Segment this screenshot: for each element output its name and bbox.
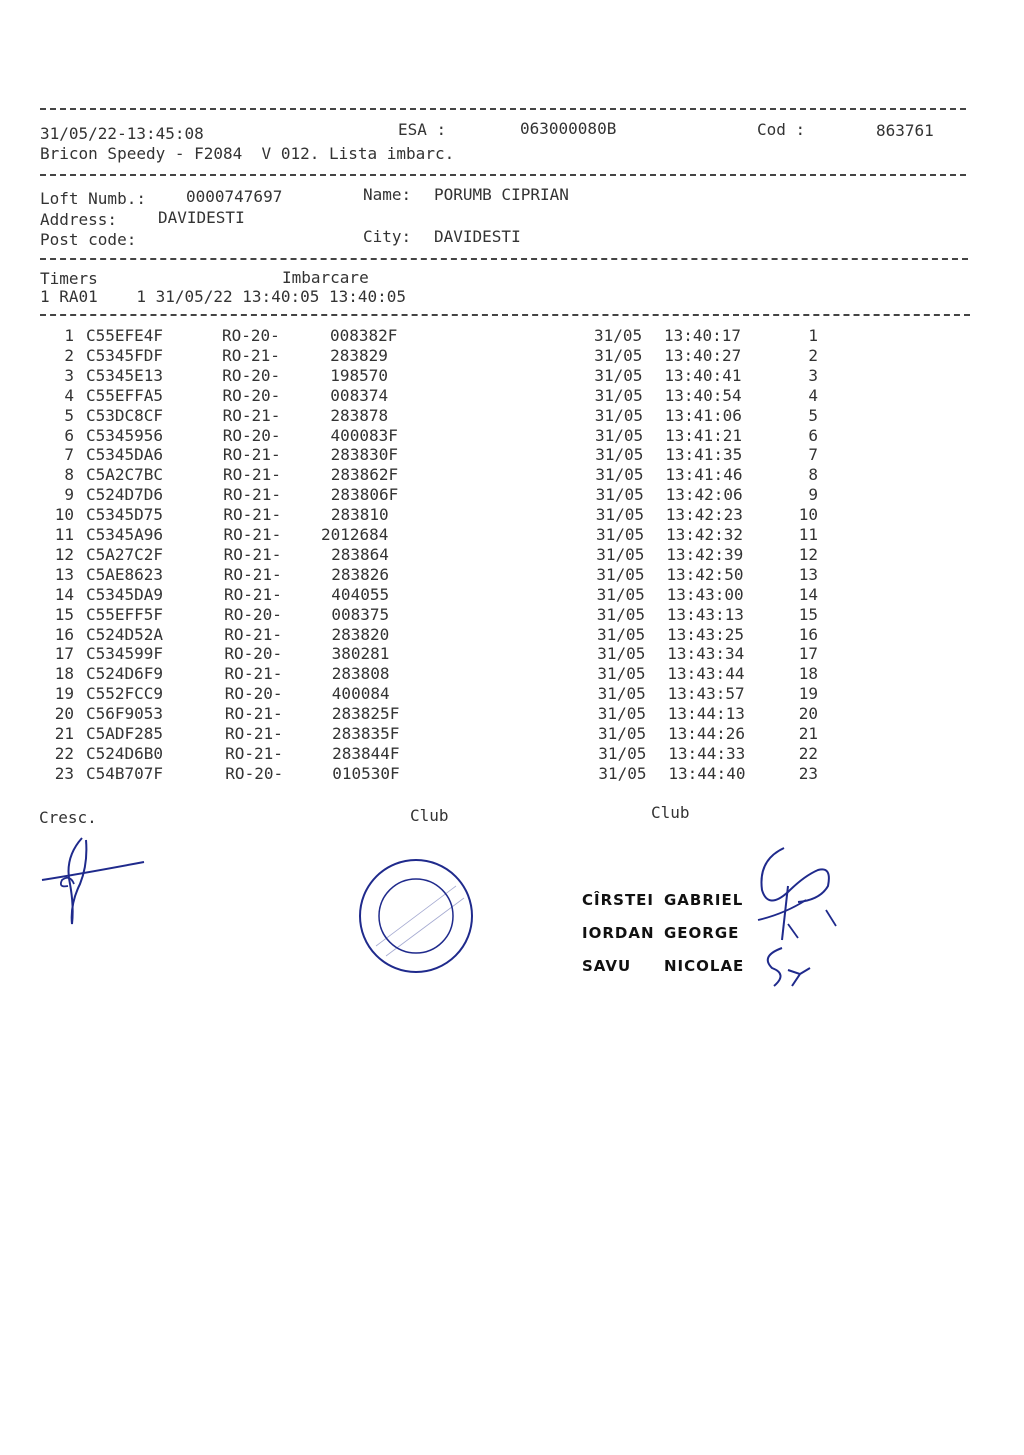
row-number: 2: [64, 345, 74, 365]
ring-number: 008374: [330, 385, 389, 405]
arrival-time: 13:43:25: [667, 624, 745, 644]
arrival-time: 13:44:13: [667, 704, 745, 724]
row-number: 11: [54, 525, 74, 544]
ring-number: 2012684: [321, 525, 389, 544]
arrival-time: 13:41:06: [664, 405, 742, 425]
arrival-date: 31/05: [595, 425, 644, 445]
row-number: 15: [54, 604, 74, 624]
row-number: 10: [54, 505, 74, 525]
arrival-time: 13:41:21: [665, 425, 743, 445]
committee-signatures: [748, 840, 858, 1000]
arrival-date: 31/05: [595, 445, 644, 465]
ring-prefix: RO-21-: [222, 405, 281, 425]
committee-names: [582, 884, 744, 983]
arrival-time: 13:43:57: [667, 684, 745, 704]
arrival-index: 16: [798, 624, 818, 644]
row-number: 21: [54, 724, 74, 743]
arrival-time: 13:44:33: [668, 743, 746, 763]
arrival-time: 13:40:41: [664, 365, 742, 385]
ring-number: 008382F: [330, 326, 398, 345]
committee-member: IORDAN GEORGE: [582, 924, 740, 942]
chip-code: C5345A96: [86, 525, 164, 544]
chip-code: C5345D75: [86, 505, 164, 525]
arrival-date: 31/05: [595, 505, 644, 525]
ring-number: 400084: [331, 684, 390, 704]
arrival-time: 13:40:54: [664, 385, 742, 405]
chip-code: C524D52A: [86, 624, 164, 644]
ring-prefix: RO-20-: [224, 604, 282, 624]
arrival-time: 13:40:27: [664, 345, 742, 365]
cresc-label: Cresc.: [39, 808, 97, 827]
arrival-date: 31/05: [594, 345, 643, 365]
arrival-date: 31/05: [597, 644, 646, 664]
arrival-date: 31/05: [598, 763, 647, 783]
chip-code: C56F9053: [86, 704, 164, 724]
ring-prefix: RO-20-: [225, 763, 284, 783]
arrival-date: 31/05: [598, 724, 647, 743]
ring-number: 380281: [331, 644, 390, 664]
ring-prefix: RO-20-: [222, 365, 281, 385]
ring-number: 010530F: [332, 763, 400, 783]
arrival-index: 9: [808, 485, 818, 505]
arrival-index: 11: [798, 525, 818, 544]
row-number: 1: [64, 326, 74, 345]
arrival-date: 31/05: [596, 544, 645, 564]
arrival-time: 13:41:35: [665, 445, 743, 465]
arrival-time: 13:43:13: [666, 604, 744, 624]
arrival-date: 31/05: [596, 604, 645, 624]
arrival-index: 17: [798, 644, 818, 664]
ring-number: 283820: [331, 624, 390, 644]
ring-number: 283830F: [330, 445, 399, 465]
separator-line: [40, 258, 968, 260]
arrival-time: 13:42:06: [665, 485, 743, 505]
arrival-date: 31/05: [595, 485, 644, 505]
arrival-index: 13: [798, 564, 818, 584]
row-number: 14: [54, 584, 74, 604]
arrival-index: 21: [798, 724, 818, 743]
chip-code: C54B707F: [86, 763, 164, 783]
cod-value: 863761: [876, 121, 934, 140]
arrival-date: 31/05: [597, 664, 646, 684]
arrival-index: 18: [798, 664, 818, 684]
ring-number: 198570: [330, 365, 388, 385]
ring-prefix: RO-21-: [222, 345, 280, 365]
arrival-date: 31/05: [597, 704, 646, 724]
row-number: 12: [54, 544, 74, 564]
loft-number: 0000747697: [186, 187, 283, 206]
ring-number: 283808: [331, 664, 390, 684]
arrival-date: 31/05: [594, 365, 643, 385]
chip-code: C552FCC9: [86, 684, 164, 704]
name-label: Name:: [363, 185, 412, 204]
ring-number: 283826: [331, 564, 389, 584]
ring-prefix: RO-21-: [223, 584, 282, 604]
row-number: 13: [54, 564, 74, 584]
ring-prefix: RO-20-: [224, 684, 283, 704]
arrival-time: 13:40:17: [664, 326, 742, 345]
ring-prefix: RO-20-: [222, 385, 281, 405]
owner-name: PORUMB CIPRIAN: [434, 185, 569, 204]
arrival-date: 31/05: [596, 564, 645, 584]
row-number: 16: [54, 624, 74, 644]
arrival-time: 13:44:40: [668, 763, 746, 783]
chip-code: C5345956: [86, 425, 164, 445]
ring-prefix: RO-21-: [223, 544, 282, 564]
chip-code: C524D7D6: [86, 485, 164, 505]
row-number: 3: [64, 365, 74, 385]
row-number: 9: [64, 485, 74, 505]
arrival-time: 13:41:46: [665, 465, 743, 485]
cod-label: Cod :: [757, 120, 806, 139]
arrival-index: 12: [798, 544, 818, 564]
club-label-2: Club: [651, 803, 690, 822]
ring-prefix: RO-21-: [223, 525, 282, 544]
ring-number: 283878: [330, 405, 389, 425]
ring-number: 283806F: [330, 485, 399, 505]
separator-line: [40, 108, 966, 110]
imbarcare-label: Imbarcare: [282, 268, 369, 287]
row-number: 23: [54, 763, 74, 783]
chip-code: C5A2C7BC: [86, 465, 164, 485]
arrival-date: 31/05: [597, 684, 646, 704]
arrival-date: 31/05: [598, 743, 647, 763]
arrival-index: 2: [808, 345, 818, 365]
arrival-index: 4: [808, 385, 818, 405]
chip-code: C53DC8CF: [86, 405, 164, 425]
arrival-index: 23: [798, 763, 818, 783]
row-number: 18: [54, 664, 74, 684]
row-number: 20: [54, 704, 74, 724]
arrival-date: 31/05: [596, 525, 645, 544]
arrival-index: 5: [808, 405, 818, 425]
arrival-date: 31/05: [594, 326, 643, 345]
arrival-time: 13:42:39: [666, 544, 744, 564]
breeder-signature: [40, 834, 150, 934]
ring-number: 283829: [330, 345, 388, 365]
arrival-index: 3: [808, 365, 818, 385]
row-number: 7: [64, 445, 74, 465]
chip-code: C524D6F9: [86, 664, 164, 684]
chip-code: C5345DA6: [86, 445, 164, 465]
ring-number: 008375: [331, 604, 390, 624]
arrival-date: 31/05: [597, 624, 646, 644]
ring-number: 283862F: [330, 465, 399, 485]
row-number: 19: [54, 684, 74, 704]
ring-prefix: RO-21-: [223, 485, 281, 505]
arrival-date: 31/05: [595, 465, 644, 485]
ring-number: 404055: [331, 584, 390, 604]
ring-prefix: RO-21-: [223, 564, 282, 584]
ring-prefix: RO-20-: [222, 425, 281, 445]
arrival-time: 13:42:50: [666, 564, 744, 584]
row-number: 6: [64, 425, 74, 445]
timers-label: Timers: [40, 269, 98, 288]
row-number: 5: [64, 405, 74, 425]
arrival-time: 13:43:34: [667, 644, 745, 664]
arrival-time: 13:44:26: [668, 724, 746, 743]
ring-number: 283825F: [331, 704, 400, 724]
arrival-index: 7: [808, 445, 818, 465]
arrival-index: 15: [798, 604, 818, 624]
arrival-index: 1: [808, 326, 818, 345]
ring-number: 283835F: [332, 724, 400, 743]
committee-member: SAVU NICOLAE: [582, 957, 745, 975]
address-value: DAVIDESTI: [158, 208, 245, 227]
arrival-time: 13:42:32: [666, 525, 744, 544]
report-subtitle: Bricon Speedy - F2084 V 012. Lista imbarc.: [40, 144, 455, 163]
chip-code: C5ADF285: [86, 724, 164, 743]
arrival-time: 13:42:23: [665, 505, 743, 525]
arrival-index: 8: [808, 465, 818, 485]
chip-code: C5345E13: [86, 365, 164, 385]
chip-code: C55EFE4F: [86, 326, 164, 345]
chip-code: C524D6B0: [86, 743, 164, 763]
arrival-index: 14: [798, 584, 818, 604]
ring-prefix: RO-21-: [223, 505, 282, 525]
committee-member: CÎRSTEI GABRIEL: [582, 891, 744, 909]
print-datetime: 31/05/22-13:45:08: [40, 124, 204, 143]
arrival-date: 31/05: [594, 385, 643, 405]
esa-label: ESA :: [398, 120, 447, 139]
separator-line: [40, 174, 966, 176]
ring-prefix: RO-21-: [225, 743, 283, 763]
arrival-date: 31/05: [594, 405, 643, 425]
timer-row: 1 RA01 1 31/05/22 13:40:05 13:40:05: [40, 287, 407, 306]
arrival-index: 6: [808, 425, 818, 445]
chip-code: C55EFF5F: [86, 604, 164, 624]
chip-code: C534599F: [86, 644, 164, 664]
ring-number: 283810: [330, 505, 389, 525]
arrival-time: 13:43:00: [666, 584, 744, 604]
ring-prefix: RO-21-: [224, 664, 283, 684]
ring-number: 400083F: [330, 425, 398, 445]
ring-prefix: RO-21-: [222, 445, 281, 465]
ring-prefix: RO-21-: [225, 724, 283, 743]
arrival-date: 31/05: [596, 584, 645, 604]
arrival-index: 10: [798, 505, 818, 525]
row-number: 4: [64, 385, 74, 405]
chip-code: C55EFFA5: [86, 385, 164, 405]
separator-line: [40, 314, 970, 316]
loft-label: Loft Numb.:: [40, 189, 146, 208]
ring-prefix: RO-20-: [224, 644, 283, 664]
row-number: 8: [64, 465, 74, 485]
club-stamp: [358, 858, 474, 974]
arrival-index: 19: [798, 684, 818, 704]
esa-value: 063000080B: [520, 119, 617, 138]
city-value: DAVIDESTI: [434, 227, 521, 246]
city-label: City:: [363, 227, 412, 246]
chip-code: C5345FDF: [86, 345, 164, 365]
club-label: Club: [410, 806, 449, 825]
postcode-label: Post code:: [40, 230, 137, 249]
row-number: 22: [54, 743, 74, 763]
chip-code: C5345DA9: [86, 584, 164, 604]
address-label: Address:: [40, 210, 118, 229]
arrival-time: 13:43:44: [667, 664, 745, 684]
ring-prefix: RO-20-: [222, 326, 280, 345]
ring-prefix: RO-21-: [223, 465, 281, 485]
ring-number: 283864: [331, 544, 389, 564]
ring-prefix: RO-21-: [224, 624, 283, 644]
arrival-index: 22: [798, 743, 818, 763]
row-number: 17: [54, 644, 74, 664]
chip-code: C5AE8623: [86, 564, 164, 584]
chip-code: C5A27C2F: [86, 544, 164, 564]
arrival-index: 20: [798, 704, 818, 724]
ring-number: 283844F: [332, 743, 400, 763]
ring-prefix: RO-21-: [224, 704, 283, 724]
